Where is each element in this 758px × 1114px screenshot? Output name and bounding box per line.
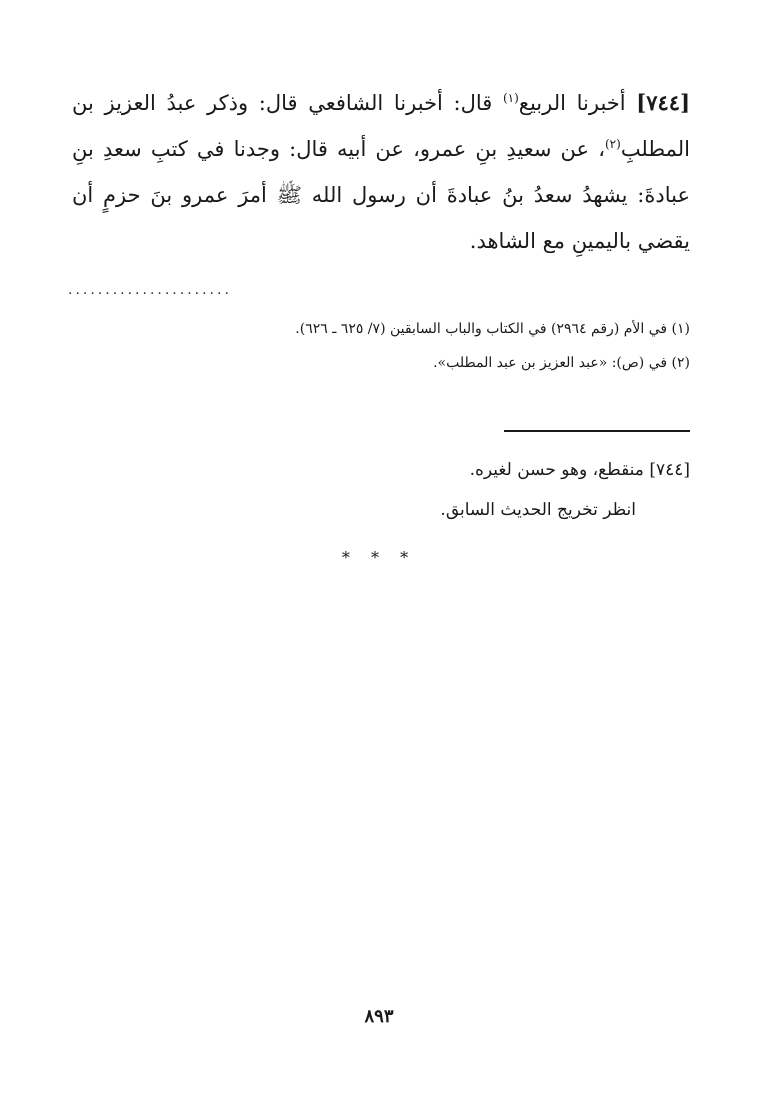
grading-section <box>72 450 690 530</box>
footnote-mark-1: (١) <box>502 91 519 105</box>
section-rule <box>504 430 690 432</box>
footnote-1: (١) في الأم (رقم ٢٩٦٤) في الكتاب والباب السابقين (٧/ ٦٢٥ ـ ٦٢٦). <box>295 321 690 337</box>
hadith-part-1: أخبرنا الربيع <box>518 91 626 115</box>
hadith-part-3: ، عن سعيدِ بنِ عمرو، عن أبيه قال: وجدنا في كتبِ سعدِ بنِ عبادةَ: يشهدُ سعدُ بنُ عبادةَ أن رسول الله ﷺ أمرَ عمرو بنَ حزمٍ أن يقضي باليمينِ مع الشاهد. <box>72 137 690 253</box>
section-end-stars: * * * <box>341 548 417 567</box>
footnote-separator: ...................... <box>68 282 232 298</box>
page-number: ٨٩٣ <box>364 1006 394 1027</box>
hadith-number: [٧٤٤] <box>636 90 690 115</box>
footnote-mark-2: (٢) <box>604 137 621 151</box>
grading-reference: انظر تخريج الحديث السابق. <box>440 500 636 520</box>
hadith-part-2: قال: أخبرنا الشافعي قال: وذكر عبدُ العزيز بن المطلبِ <box>72 91 690 161</box>
footnotes <box>72 312 690 380</box>
hadith-text <box>72 80 690 264</box>
grading-line: [٧٤٤] منقطع، وهو حسن لغيره. <box>469 460 690 480</box>
footnote-2: (٢) في (ص): «عبد العزيز بن عبد المطلب». <box>433 355 690 371</box>
